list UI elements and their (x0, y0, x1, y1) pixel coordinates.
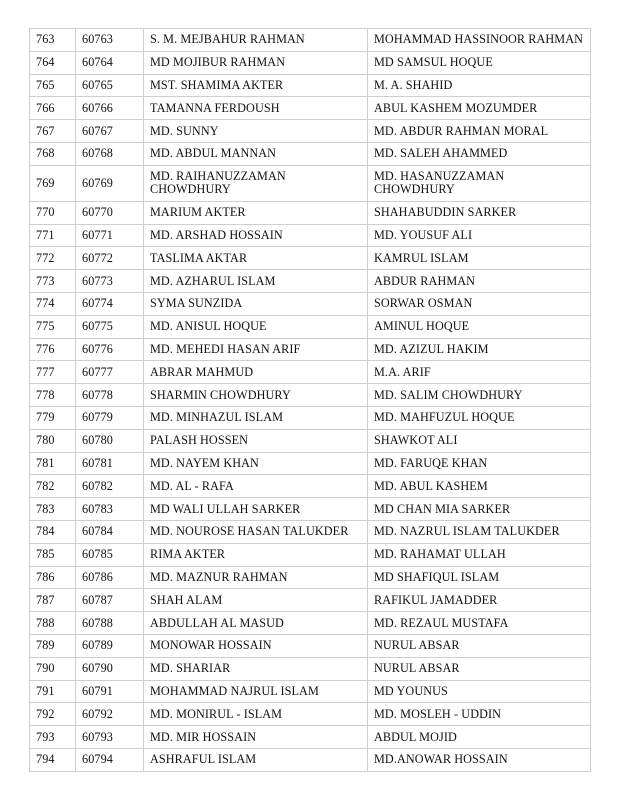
name-cell: ABRAR MAHMUD (144, 361, 368, 384)
name-cell: MD. AL - RAFA (144, 475, 368, 498)
serial-cell: 772 (30, 247, 76, 270)
father-name-cell: ABUL KASHEM MOZUMDER (368, 97, 591, 120)
serial-cell: 766 (30, 97, 76, 120)
id-cell: 60785 (76, 543, 144, 566)
father-name-cell: ABDUR RAHMAN (368, 270, 591, 293)
id-cell: 60787 (76, 589, 144, 612)
serial-cell: 781 (30, 452, 76, 475)
serial-cell: 789 (30, 634, 76, 657)
father-name-cell: SHAHABUDDIN SARKER (368, 201, 591, 224)
serial-cell: 783 (30, 498, 76, 521)
name-cell: MD. NOUROSE HASAN TALUKDER (144, 520, 368, 543)
id-cell: 60788 (76, 612, 144, 635)
name-cell: MD. SHARIAR (144, 657, 368, 680)
name-cell: PALASH HOSSEN (144, 429, 368, 452)
name-cell: MD MOJIBUR RAHMAN (144, 51, 368, 74)
father-name-cell: MD SAMSUL HOQUE (368, 51, 591, 74)
name-cell: MD. MAZNUR RAHMAN (144, 566, 368, 589)
id-cell: 60789 (76, 634, 144, 657)
table-row (30, 292, 591, 315)
serial-cell: 775 (30, 315, 76, 338)
father-name-cell: RAFIKUL JAMADDER (368, 589, 591, 612)
serial-cell: 774 (30, 292, 76, 315)
id-cell: 60782 (76, 475, 144, 498)
serial-cell: 763 (30, 29, 76, 52)
id-cell: 60780 (76, 429, 144, 452)
father-name-cell: MD. SALEH AHAMMED (368, 142, 591, 165)
id-cell: 60790 (76, 657, 144, 680)
father-name-cell: MD. RAHAMAT ULLAH (368, 543, 591, 566)
father-name-cell: SHAWKOT ALI (368, 429, 591, 452)
id-cell: 60777 (76, 361, 144, 384)
name-cell: MD. ABDUL MANNAN (144, 142, 368, 165)
serial-cell: 764 (30, 51, 76, 74)
table-row (30, 165, 591, 201)
id-cell: 60793 (76, 726, 144, 749)
name-cell: MD. MEHEDI HASAN ARIF (144, 338, 368, 361)
table-row (30, 566, 591, 589)
name-cell: TASLIMA AKTAR (144, 247, 368, 270)
father-name-cell: MD. MAHFUZUL HOQUE (368, 406, 591, 429)
serial-cell: 793 (30, 726, 76, 749)
id-cell: 60781 (76, 452, 144, 475)
name-cell: MD. SUNNY (144, 120, 368, 143)
id-cell: 60768 (76, 142, 144, 165)
serial-cell: 790 (30, 657, 76, 680)
name-cell: MD. MIR HOSSAIN (144, 726, 368, 749)
name-cell: MARIUM AKTER (144, 201, 368, 224)
serial-cell: 786 (30, 566, 76, 589)
table-row (30, 224, 591, 247)
father-name-cell: MD. ABDUR RAHMAN MORAL (368, 120, 591, 143)
id-cell: 60774 (76, 292, 144, 315)
id-cell: 60794 (76, 748, 144, 771)
name-cell: MOHAMMAD NAJRUL ISLAM (144, 680, 368, 703)
table-row (30, 315, 591, 338)
father-name-cell: MD. REZAUL MUSTAFA (368, 612, 591, 635)
table-row (30, 612, 591, 635)
father-name-cell: MD SHAFIQUL ISLAM (368, 566, 591, 589)
table-row (30, 680, 591, 703)
serial-cell: 784 (30, 520, 76, 543)
table-row (30, 361, 591, 384)
father-name-cell: ABDUL MOJID (368, 726, 591, 749)
id-cell: 60775 (76, 315, 144, 338)
serial-cell: 771 (30, 224, 76, 247)
id-cell: 60772 (76, 247, 144, 270)
father-name-cell: AMINUL HOQUE (368, 315, 591, 338)
id-cell: 60784 (76, 520, 144, 543)
id-cell: 60767 (76, 120, 144, 143)
table-row (30, 51, 591, 74)
father-name-cell: MD. YOUSUF ALI (368, 224, 591, 247)
table-row (30, 543, 591, 566)
table-row (30, 452, 591, 475)
id-cell: 60778 (76, 384, 144, 407)
name-cell: MD. MONIRUL - ISLAM (144, 703, 368, 726)
serial-cell: 767 (30, 120, 76, 143)
father-name-cell: KAMRUL ISLAM (368, 247, 591, 270)
serial-cell: 785 (30, 543, 76, 566)
name-cell: S. M. MEJBAHUR RAHMAN (144, 29, 368, 52)
serial-cell: 788 (30, 612, 76, 635)
serial-cell: 773 (30, 270, 76, 293)
id-cell: 60770 (76, 201, 144, 224)
table-row (30, 520, 591, 543)
father-name-cell: M. A. SHAHID (368, 74, 591, 97)
name-cell: MD. ANISUL HOQUE (144, 315, 368, 338)
name-cell: MD WALI ULLAH SARKER (144, 498, 368, 521)
father-name-cell: MD. FARUQE KHAN (368, 452, 591, 475)
name-cell: SHARMIN CHOWDHURY (144, 384, 368, 407)
father-name-cell: MD. ABUL KASHEM (368, 475, 591, 498)
serial-cell: 777 (30, 361, 76, 384)
table-row (30, 201, 591, 224)
serial-cell: 776 (30, 338, 76, 361)
table-row (30, 748, 591, 771)
serial-cell: 780 (30, 429, 76, 452)
name-cell: MD. MINHAZUL ISLAM (144, 406, 368, 429)
serial-cell: 792 (30, 703, 76, 726)
roster-table-body (30, 29, 591, 772)
name-cell: ASHRAFUL ISLAM (144, 748, 368, 771)
father-name-cell: MD. AZIZUL HAKIM (368, 338, 591, 361)
table-row (30, 726, 591, 749)
serial-cell: 770 (30, 201, 76, 224)
table-row (30, 142, 591, 165)
id-cell: 60776 (76, 338, 144, 361)
serial-cell: 794 (30, 748, 76, 771)
serial-cell: 779 (30, 406, 76, 429)
father-name-cell: MD YOUNUS (368, 680, 591, 703)
father-name-cell: NURUL ABSAR (368, 634, 591, 657)
id-cell: 60763 (76, 29, 144, 52)
id-cell: 60779 (76, 406, 144, 429)
serial-cell: 782 (30, 475, 76, 498)
serial-cell: 769 (30, 165, 76, 201)
father-name-cell: MD.ANOWAR HOSSAIN (368, 748, 591, 771)
id-cell: 60792 (76, 703, 144, 726)
table-row (30, 384, 591, 407)
father-name-cell: M.A. ARIF (368, 361, 591, 384)
serial-cell: 787 (30, 589, 76, 612)
serial-cell: 765 (30, 74, 76, 97)
roster-table (29, 28, 591, 772)
table-row (30, 475, 591, 498)
id-cell: 60765 (76, 74, 144, 97)
father-name-cell: MD. MOSLEH - UDDIN (368, 703, 591, 726)
serial-cell: 768 (30, 142, 76, 165)
table-row (30, 657, 591, 680)
name-cell: RIMA AKTER (144, 543, 368, 566)
id-cell: 60769 (76, 165, 144, 201)
name-cell: MD. AZHARUL ISLAM (144, 270, 368, 293)
table-row (30, 29, 591, 52)
father-name-cell: MD. NAZRUL ISLAM TALUKDER (368, 520, 591, 543)
id-cell: 60783 (76, 498, 144, 521)
id-cell: 60766 (76, 97, 144, 120)
name-cell: SYMA SUNZIDA (144, 292, 368, 315)
table-row (30, 703, 591, 726)
father-name-cell: MD. HASANUZZAMAN CHOWDHURY (368, 165, 591, 201)
table-row (30, 97, 591, 120)
name-cell: MD. RAIHANUZZAMAN CHOWDHURY (144, 165, 368, 201)
table-row (30, 120, 591, 143)
table-row (30, 74, 591, 97)
serial-cell: 791 (30, 680, 76, 703)
id-cell: 60786 (76, 566, 144, 589)
table-row (30, 589, 591, 612)
table-row (30, 270, 591, 293)
table-row (30, 247, 591, 270)
table-row (30, 634, 591, 657)
id-cell: 60771 (76, 224, 144, 247)
serial-cell: 778 (30, 384, 76, 407)
id-cell: 60764 (76, 51, 144, 74)
id-cell: 60773 (76, 270, 144, 293)
name-cell: MST. SHAMIMA AKTER (144, 74, 368, 97)
table-row (30, 406, 591, 429)
table-row (30, 338, 591, 361)
father-name-cell: MOHAMMAD HASSINOOR RAHMAN (368, 29, 591, 52)
table-row (30, 429, 591, 452)
name-cell: MD. ARSHAD HOSSAIN (144, 224, 368, 247)
id-cell: 60791 (76, 680, 144, 703)
father-name-cell: SORWAR OSMAN (368, 292, 591, 315)
father-name-cell: NURUL ABSAR (368, 657, 591, 680)
father-name-cell: MD CHAN MIA SARKER (368, 498, 591, 521)
name-cell: MONOWAR HOSSAIN (144, 634, 368, 657)
name-cell: ABDULLAH AL MASUD (144, 612, 368, 635)
table-row (30, 498, 591, 521)
name-cell: MD. NAYEM KHAN (144, 452, 368, 475)
father-name-cell: MD. SALIM CHOWDHURY (368, 384, 591, 407)
name-cell: SHAH ALAM (144, 589, 368, 612)
name-cell: TAMANNA FERDOUSH (144, 97, 368, 120)
